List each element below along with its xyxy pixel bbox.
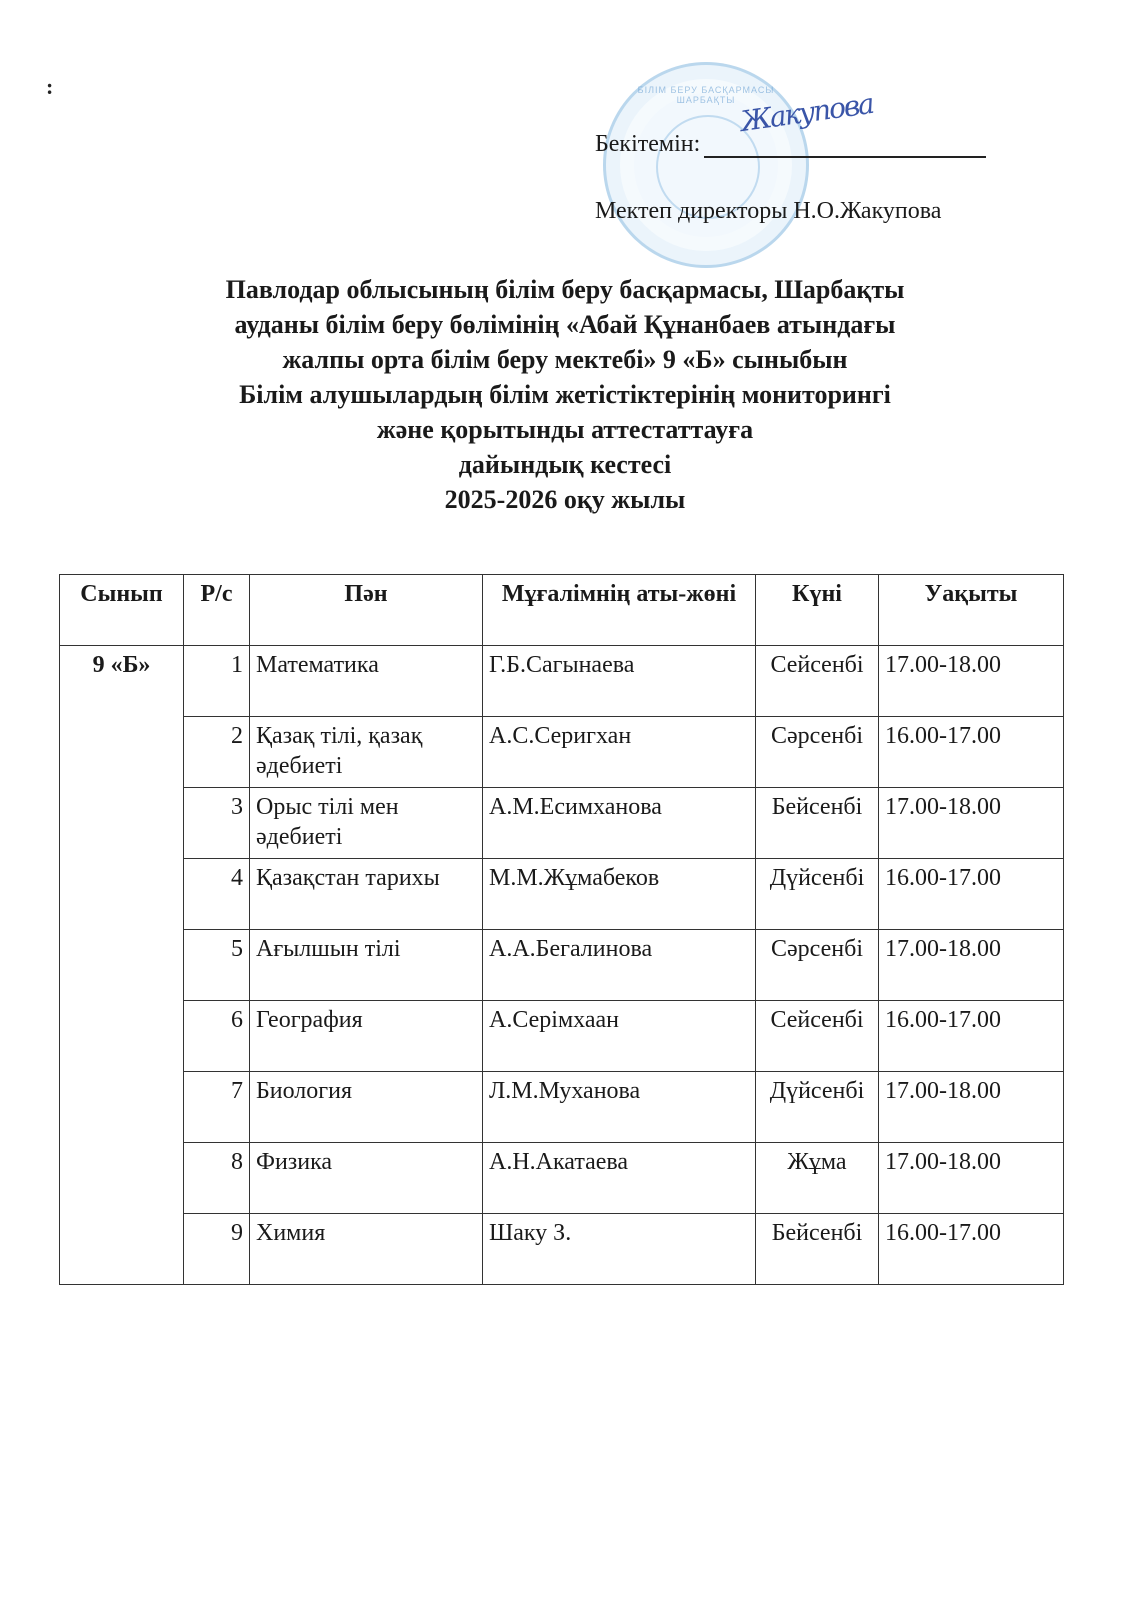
title-line: жалпы орта білім беру мектебі» 9 «Б» сыныбын xyxy=(282,345,848,374)
table-row xyxy=(60,1072,1064,1143)
table-row xyxy=(60,859,1064,930)
cell-day: Сәрсенбі xyxy=(756,930,879,1001)
header-number: Р/с xyxy=(184,575,250,646)
cell-day: Жұма xyxy=(756,1143,879,1214)
cell-subject: Математика xyxy=(250,646,483,717)
title-line: ауданы білім беру бөлімінің «Абай Құнанбаев атындағы xyxy=(234,310,896,339)
table-row xyxy=(60,1143,1064,1214)
signature-line xyxy=(704,86,986,158)
cell-number: 6 xyxy=(184,1001,250,1072)
cell-teacher: А.Серімхаан xyxy=(483,1001,756,1072)
title-line: 2025-2026 оқу жылы xyxy=(444,485,686,514)
cell-day: Сейсенбі xyxy=(756,1001,879,1072)
cell-teacher: А.А.Бегалинова xyxy=(483,930,756,1001)
cell-number: 1 xyxy=(184,646,250,717)
cell-subject: Орыс тілі мен әдебиеті xyxy=(250,788,483,859)
cell-number: 7 xyxy=(184,1072,250,1143)
cell-time: 16.00-17.00 xyxy=(879,717,1064,788)
cell-number: 2 xyxy=(184,717,250,788)
title-line: дайындық кестесі xyxy=(458,450,672,479)
cell-teacher: Шаку З. xyxy=(483,1214,756,1285)
cell-teacher: А.Н.Акатаева xyxy=(483,1143,756,1214)
cell-time: 17.00-18.00 xyxy=(879,1143,1064,1214)
approve-label: Бекітемін: xyxy=(595,131,701,157)
cell-teacher: А.М.Есимханова xyxy=(483,788,756,859)
title-line: Білім алушылардың білім жетістіктерінің мониторингі xyxy=(239,380,891,409)
cell-day: Бейсенбі xyxy=(756,1214,879,1285)
cell-subject: Қазақстан тарихы xyxy=(250,859,483,930)
corner-mark: : xyxy=(46,74,54,99)
table-row xyxy=(60,1001,1064,1072)
table-header-row xyxy=(60,575,1064,646)
cell-day: Дүйсенбі xyxy=(756,859,879,930)
signature: Жакупова xyxy=(738,86,875,139)
stamp-text: БІЛІМ БЕРУ БАСҚАРМАСЫ ШАРБАҚТЫ xyxy=(637,85,775,105)
cell-teacher: А.С.Серигхан xyxy=(483,717,756,788)
cell-time: 16.00-17.00 xyxy=(879,1001,1064,1072)
cell-teacher: Г.Б.Сагынаева xyxy=(483,646,756,717)
header-class: Сынып xyxy=(60,575,184,646)
cell-time: 17.00-18.00 xyxy=(879,1072,1064,1143)
cell-subject: Ағылшын тілі xyxy=(250,930,483,1001)
cell-number: 8 xyxy=(184,1143,250,1214)
cell-subject: Қазақ тілі, қазақ әдебиеті xyxy=(250,717,483,788)
header-subject: Пән xyxy=(250,575,483,646)
cell-subject: Биология xyxy=(250,1072,483,1143)
cell-subject: Химия xyxy=(250,1214,483,1285)
table-row xyxy=(60,1214,1064,1285)
document-title xyxy=(60,272,1070,517)
header-time: Уақыты xyxy=(879,575,1064,646)
cell-day: Дүйсенбі xyxy=(756,1072,879,1143)
cell-time: 17.00-18.00 xyxy=(879,788,1064,859)
cell-subject: География xyxy=(250,1001,483,1072)
cell-number: 9 xyxy=(184,1214,250,1285)
cell-time: 16.00-17.00 xyxy=(879,859,1064,930)
header-day: Күні xyxy=(756,575,879,646)
cell-teacher: М.М.Жұмабеков xyxy=(483,859,756,930)
title-line: Павлодар облысының білім беру басқармасы, Шарбақты xyxy=(225,275,905,304)
header-teacher: Мұғалімнің аты-жөні xyxy=(483,575,756,646)
cell-number: 3 xyxy=(184,788,250,859)
table-row xyxy=(60,646,1064,717)
table-row xyxy=(60,930,1064,1001)
cell-class: 9 «Б» xyxy=(60,646,184,1285)
schedule-table xyxy=(59,574,1064,1285)
cell-day: Бейсенбі xyxy=(756,788,879,859)
school-stamp xyxy=(603,62,809,268)
cell-time: 16.00-17.00 xyxy=(879,1214,1064,1285)
cell-time: 17.00-18.00 xyxy=(879,930,1064,1001)
cell-day: Сейсенбі xyxy=(756,646,879,717)
cell-day: Сәрсенбі xyxy=(756,717,879,788)
cell-subject: Физика xyxy=(250,1143,483,1214)
table-row xyxy=(60,788,1064,859)
cell-time: 17.00-18.00 xyxy=(879,646,1064,717)
cell-teacher: Л.М.Муханова xyxy=(483,1072,756,1143)
cell-number: 4 xyxy=(184,859,250,930)
table-row xyxy=(60,717,1064,788)
title-line: және қорытынды аттестаттауға xyxy=(376,415,754,444)
cell-number: 5 xyxy=(184,930,250,1001)
director-name: Мектеп директоры Н.О.Жакупова xyxy=(595,198,942,224)
